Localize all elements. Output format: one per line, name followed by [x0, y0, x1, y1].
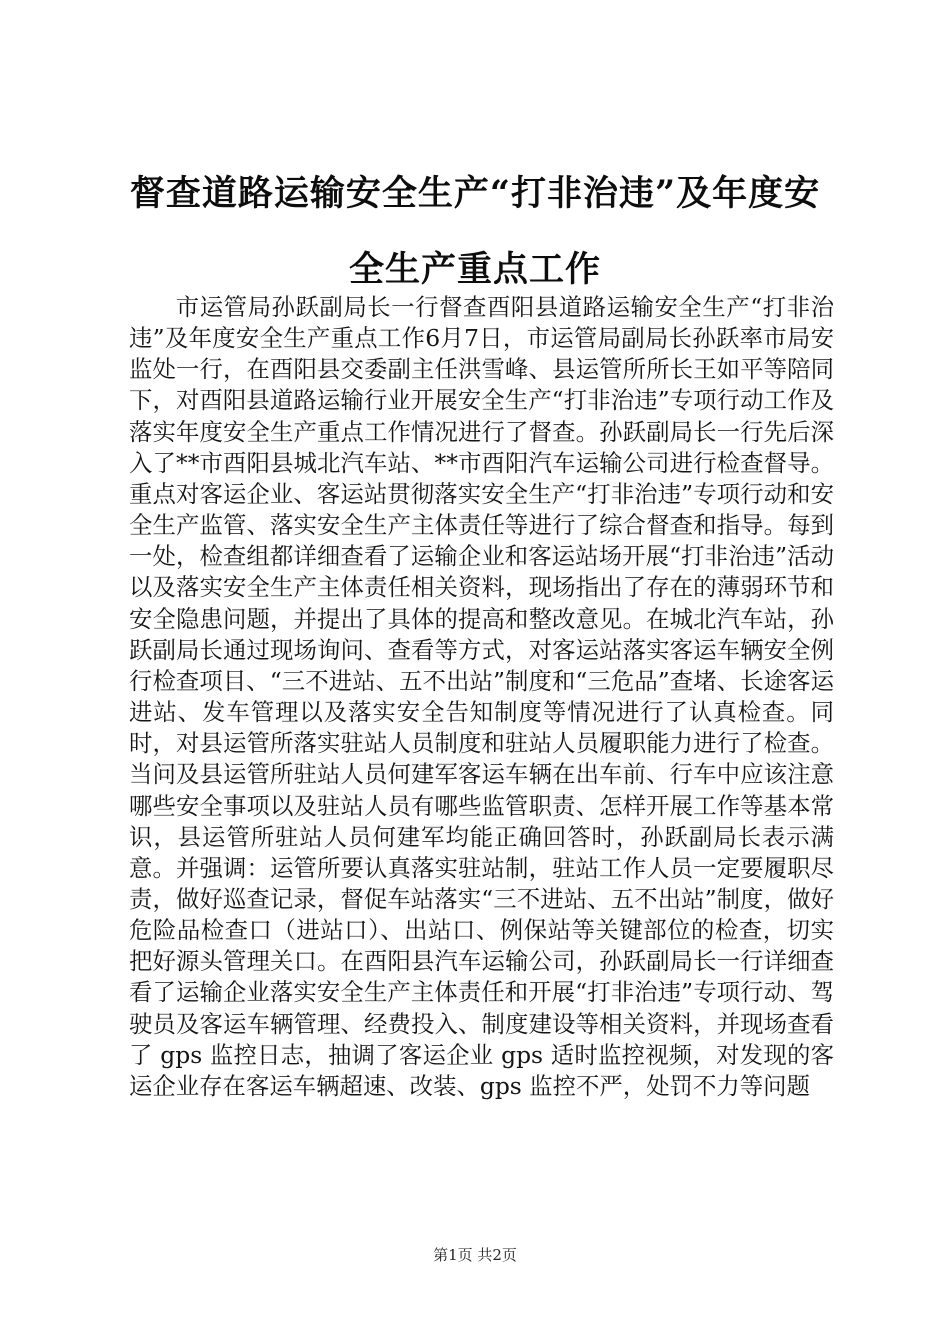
document-title: [110, 156, 840, 308]
title-line-1: 督查道路运输安全生产“打非治违”及年度安: [129, 173, 821, 214]
page-indicator: 第1页 共2页: [433, 1246, 517, 1264]
page-footer: [0, 1245, 950, 1265]
body-paragraph: 市运管局孙跃副局长一行督查酉阳县道路运输安全生产“打非治违”及年度安全生产重点工作6月7日，市运管局副局长孙跃率市局安监处一行，在酉阳县交委副主任洪雪峰、县运管所所长王如平等陪同下，对酉阳县道路运输行业开展安全生产“打非治违”专项行动工作及落实年度安全生产重点工作情况进行了督查。孙跃副局长一行先后深入了**市酉阳县城北汽车站、**市酉阳汽车运输公司进行检查督导。重点对客运企业、客运站贯彻落实安全生产“打非治违”专项行动和安全生产监管、落实安全生产主体责任等进行了综合督查和指导。每到一处，检查组都详细查看了运输企业和客运站场开展“打非治违”活动以及落实安全生产主体责任相关资料，现场指出了存在的薄弱环节和安全隐患问题，并提出了具体的提高和整改意见。在城北汽车站，孙跃副局长通过现场询问、查看等方式，对客运站落实客运车辆安全例行检查项目、“三不进站、五不出站”制度和“三危品”查堵、长途客运进站、发车管理以及落实安全告知制度等情况进行了认真检查。同时，对县运管所落实驻站人员制度和驻站人员履职能力进行了检查。当问及县运管所驻站人员何建军客运车辆在出车前、行车中应该注意哪些安全事项以及驻站人员有哪些监管职责、怎样开展工作等基本常识，县运管所驻站人员何建军均能正确回答时，孙跃副局长表示满意。并强调：运管所要认真落实驻站制，驻站工作人员一定要履职尽责，做好巡查记录，督促车站落实“三不进站、五不出站”制度，做好危险品检查口（进站口）、出站口、例保站等关键部位的检查，切实把好源头管理关口。在酉阳县汽车运输公司，孙跃副局长一行详细查看了运输企业落实安全生产主体责任和开展“打非治违”专项行动、驾驶员及客运车辆管理、经费投入、制度建设等相关资料，并现场查看了 gps 监控日志，抽调了客运企业 gps 适时监控视频，对发现的客运企业存在客运车辆超速、改装、gps 监控不严，处罚不力等问题: [129, 293, 834, 1100]
title-line-2: 全生产重点工作: [348, 249, 601, 290]
